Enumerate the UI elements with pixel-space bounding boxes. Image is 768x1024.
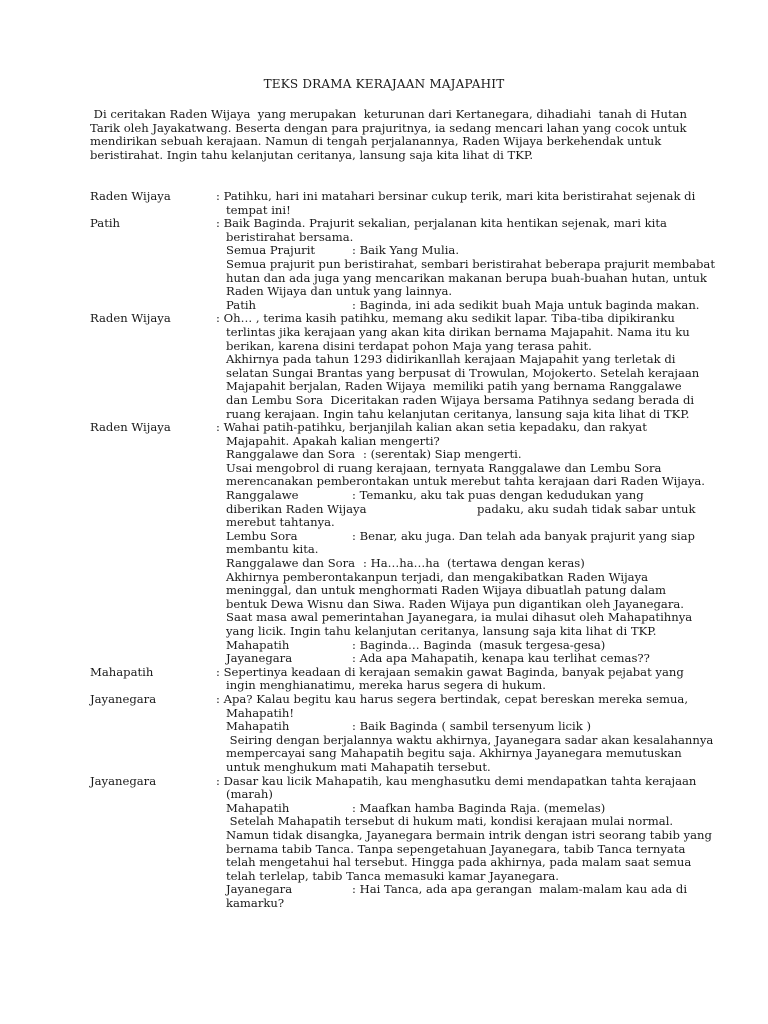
speaker-name: Patih (90, 216, 121, 231)
dialogue-script (90, 189, 715, 910)
speaker-name: Patih (226, 297, 257, 312)
speech-text: : Benar, aku juga. Dan telah ada banyak prajurit yang siap (352, 528, 695, 543)
narration-line: merebut tahtanya. (226, 515, 335, 530)
speaker-name: Ranggalawe (226, 488, 299, 503)
narration-line: selatan Sungai Brantas yang berpusat di Trowulan, Mojokerto. Setelah kerajaan (226, 365, 700, 380)
speaker-name: Raden Wijaya (90, 189, 171, 203)
speaker-name: Ranggalawe dan Sora (226, 447, 356, 462)
speaker-name: Mahapatih (226, 719, 290, 734)
speech-text: : Baik Yang Mulia. (352, 243, 460, 258)
speaker-name: Jayanegara (90, 691, 157, 706)
narration-line: kamarku? (226, 895, 285, 910)
narration-line: yang licik. Ingin tahu kelanjutan ceritanya, lansung saja kita lihat di TKP. (226, 624, 657, 638)
narration-line: bernama tabib Tanca. Tanpa sepengetahuan Jayanegara, tabib Tanca ternyata (226, 841, 686, 856)
sub-dialogue-line (226, 489, 690, 503)
sub-dialogue-line (226, 244, 690, 258)
dialogue-line: (marah) (226, 787, 273, 802)
speech-text: : Baginda… Baginda (masuk tergesa-gesa) (352, 637, 606, 652)
narration-line: bentuk Dewa Wisnu dan Siwa. Raden Wijaya pun digantikan oleh Jayanegara. (226, 596, 684, 611)
narration-line: dan Lembu Sora Diceritakan raden Wijaya bersama Patihnya sedang berada di (226, 392, 695, 407)
narration-line: Usai mengobrol di ruang kerajaan, ternyata Ranggalawe dan Lembu Sora (226, 460, 662, 475)
dialogue-line: Majapahit. Apakah kalian mengerti? (226, 433, 440, 448)
narration-line: ruang kerajaan. Ingin tahu kelanjutan ceritanya, lansung saja kita lihat di TKP. (226, 406, 690, 421)
speaker-name: Raden Wijaya (90, 311, 171, 326)
sub-dialogue-line (226, 802, 690, 816)
dialogue-line: : Sepertinya keadaan di kerajaan semakin gawat Baginda, banyak pejabat yang (216, 664, 684, 679)
speech-text: : Baginda, ini ada sedikit buah Maja untuk baginda makan. (352, 297, 700, 312)
narration-line: telah terlelap, tabib Tanca memasuki kamar Jayanegara. (226, 868, 559, 883)
sub-dialogue-line (226, 883, 690, 897)
speaker-name: Mahapatih (90, 664, 154, 679)
speech-text: : Ha…ha…ha (tertawa dengan keras) (352, 556, 585, 571)
narration-line: Saat masa awal pemerintahan Jayanegara, ia mulai dihasut oleh Mahapatihnya (226, 610, 693, 625)
intro-paragraph (90, 108, 690, 162)
dialogue-line: terlintas jika kerajaan yang akan kita dirikan bernama Majapahit. Nama itu ku (226, 324, 690, 339)
narration-line: meninggal, dan untuk menghormati Raden Wijaya dibuatlah patung dalam (226, 583, 667, 598)
narration-line: Raden Wijaya dan untuk yang lainnya. (226, 284, 453, 299)
dialogue-line: : Patihku, hari ini matahari bersinar cukup terik, mari kita beristirahat sejenak di (216, 189, 696, 203)
sub-dialogue-line (226, 528, 695, 544)
sub-dialogue-line (226, 639, 690, 653)
narration-line: telah mengetahui hal tersebut. Hingga pada akhirnya, pada malam saat semua (226, 855, 692, 870)
dialogue-block (90, 666, 690, 693)
speaker-name: Jayanegara (90, 773, 157, 788)
narration-line: Majapahit berjalan, Raden Wijaya memiliki patih yang bernama Ranggalawe (226, 379, 682, 394)
dialogue-block (90, 216, 715, 312)
dialogue-block (90, 189, 696, 217)
narration-line: untuk menghukum mati Mahapatih tersebut. (226, 759, 491, 774)
narration-line: hutan dan ada juga yang mencarikan makanan berupa buah-buahan hutan, untuk (226, 270, 707, 285)
speaker-name: Mahapatih (226, 637, 290, 652)
page-title: TEKS DRAMA KERAJAAN MAJAPAHIT (263, 77, 505, 91)
speech-text: : Ada apa Mahapatih, kenapa kau terlihat cemas?? (352, 651, 650, 666)
narration-line: Setelah Mahapatih tersebut di hukum mati, kondisi kerajaan mulai normal. (226, 814, 674, 829)
narration-line: diberikan Raden Wijaya padaku, aku sudah tidak sabar untuk (226, 501, 696, 516)
speaker-name: Ranggalawe dan Sora (226, 556, 356, 571)
dialogue-line: : Baik Baginda. Prajurit sekalian, perjalanan kita hentikan sejenak, mari kita (216, 216, 667, 231)
narration-line: membantu kita. (226, 542, 319, 557)
dialogue-line: berikan, karena disini terdapat pohon Maja yang terasa pahit. (226, 338, 592, 353)
dialogue-block (90, 420, 705, 666)
intro-line: beristirahat. Ingin tahu kelanjutan ceritanya, lansung saja kita lihat di TKP. (90, 147, 534, 162)
dialogue-line: : Apa? Kalau begitu kau harus segera bertindak, cepat bereskan mereka semua, (216, 691, 689, 706)
speaker-name: Raden Wijaya (90, 420, 171, 435)
dialogue-line: : Oh… , terima kasih patihku, memang aku sedikit lapar. Tiba-tiba dipikiranku (216, 311, 675, 326)
sub-dialogue-line (226, 448, 690, 462)
intro-line: Di ceritakan Raden Wijaya yang merupakan keturunan dari Kertanegara, dihadiahi tanah di Hutan (90, 107, 688, 121)
speech-text: : (serentak) Siap mengerti. (352, 447, 522, 462)
speech-text: : Maafkan hamba Baginda Raja. (memelas) (352, 800, 606, 815)
narration-line: Akhirnya pemberontakanpun terjadi, dan mengakibatkan Raden Wijaya (226, 569, 649, 584)
dialogue-block (90, 773, 712, 911)
speech-text: : Temanku, aku tak puas dengan kedudukan yang (352, 488, 644, 503)
speaker-name: Semua Prajurit (226, 243, 316, 258)
dialogue-line: Mahapatih! (226, 705, 294, 720)
sub-dialogue-line (226, 720, 690, 734)
speaker-name: Mahapatih (226, 800, 290, 815)
dialogue-block (90, 691, 714, 775)
narration-line: mempercayai sang Mahapatih begitu saja. Akhirnya Jayanegara memutuskan (226, 746, 682, 761)
intro-line: mendirikan sebuah kerajaan. Namun di tengah perjalanannya, Raden Wijaya berkehendak untuk (90, 134, 662, 149)
sub-dialogue-line (226, 557, 690, 571)
speech-text: : Hai Tanca, ada apa gerangan malam-malam kau ada di (352, 882, 688, 897)
dialogue-line: ingin menghianatimu, mereka harus segera di hukum. (226, 678, 546, 693)
dialogue-line: beristirahat bersama. (226, 229, 354, 244)
dialogue-line: tempat ini! (226, 202, 291, 217)
narration-line: Seiring dengan berjalannya waktu akhirnya, Jayanegara sadar akan kesalahannya (226, 732, 714, 747)
narration-line: merencanakan pemberontakan untuk merebut tahta kerajaan dari Raden Wijaya. (226, 474, 705, 489)
dialogue-block (90, 311, 700, 421)
speech-text: : Baik Baginda ( sambil tersenyum licik ) (352, 719, 591, 734)
intro-line: Tarik oleh Jayakatwang. Beserta dengan para prajuritnya, ia sedang mencari lahan yang cocok untuk (90, 120, 687, 135)
speaker-name: Jayanegara (226, 651, 293, 666)
dialogue-line: : Wahai patih-patihku, berjanjilah kalian akan setia kepadaku, dan rakyat (216, 420, 647, 435)
dialogue-line: : Dasar kau licik Mahapatih, kau menghasutku demi mendapatkan tahta kerajaan (216, 773, 697, 788)
narration-line: Semua prajurit pun beristirahat, sembari beristirahat beberapa prajurit membabat (226, 256, 715, 271)
sub-dialogue-line (226, 652, 690, 666)
speaker-name: Jayanegara (226, 882, 293, 897)
speaker-name: Lembu Sora (226, 528, 298, 543)
narration-line: Namun tidak disangka, Jayanegara bermain intrik dengan istri seorang tabib yang (226, 827, 712, 842)
sub-dialogue-line (226, 297, 700, 313)
narration-line: Akhirnya pada tahun 1293 didirikanllah kerajaan Majapahit yang terletak di (226, 352, 676, 367)
